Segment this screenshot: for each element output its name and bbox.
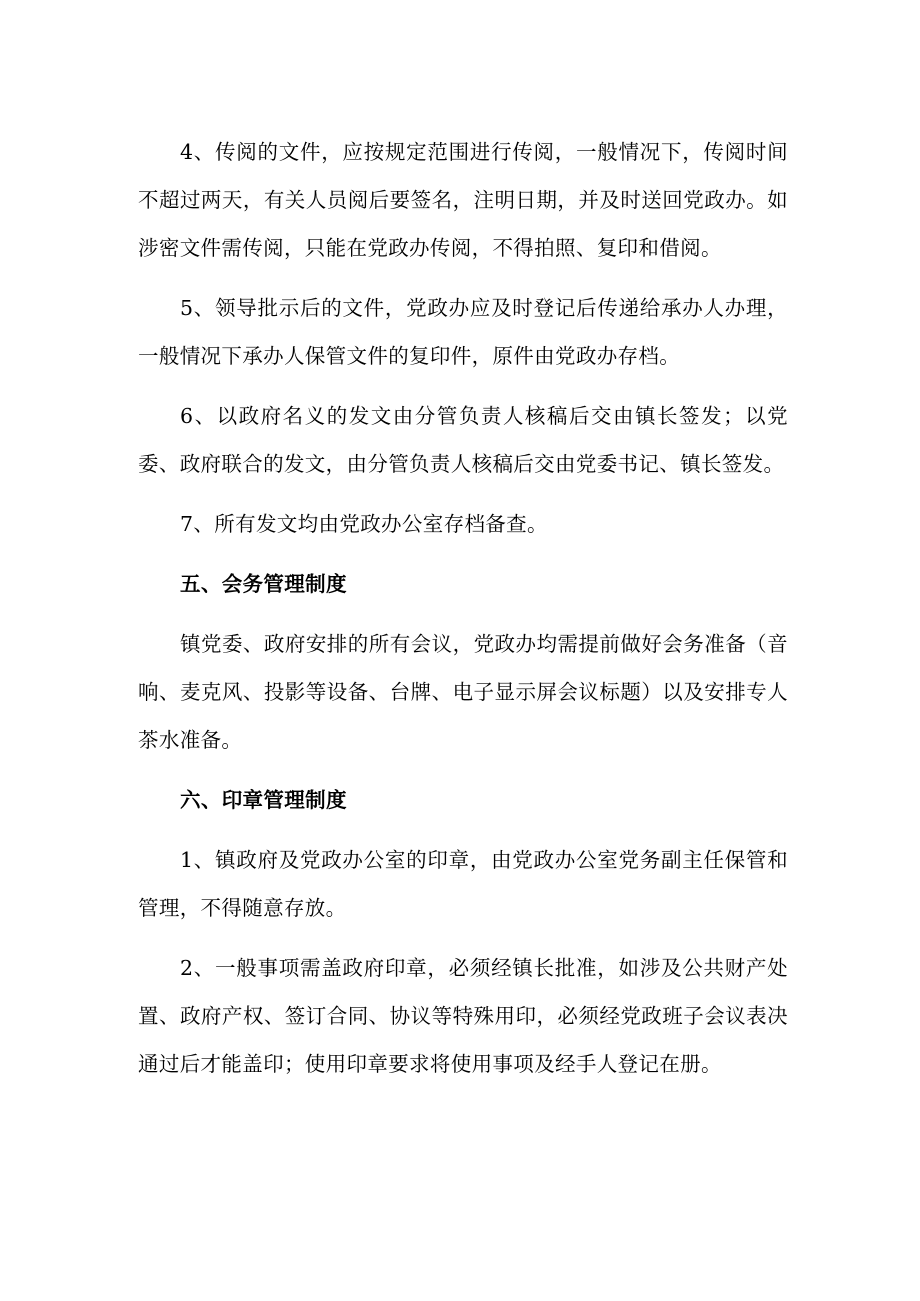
paragraph-seal-custody: 1、镇政府及党政办公室的印章，由党政办公室党务副主任保管和管理，不得随意存放。 <box>138 848 788 920</box>
section-heading-seal-management: 六、印章管理制度 <box>180 788 347 812</box>
paragraph-meeting-preparation: 镇党委、政府安排的所有会议，党政办均需提前做好会务准备（音响、麦克风、投影等设备、台牌、电子显示屏会议标题）以及安排专人茶水准备。 <box>138 632 788 752</box>
paragraph-archiving: 7、所有发文均由党政办公室存档备查。 <box>180 512 548 536</box>
paragraph-leader-instructions: 5、领导批示后的文件，党政办应及时登记后传递给承办人办理，一般情况下承办人保管文件的复印件，原件由党政办存档。 <box>138 296 788 368</box>
section-heading-meeting-management: 五、会务管理制度 <box>180 572 347 596</box>
paragraph-seal-usage: 2、一般事项需盖政府印章，必须经镇长批准，如涉及公共财产处置、政府产权、签订合同、协议等特殊用印，必须经党政班子会议表决通过后才能盖印；使用印章要求将使用事项及经手人登记在册。 <box>138 956 788 1076</box>
paragraph-file-circulation: 4、传阅的文件，应按规定范围进行传阅，一般情况下，传阅时间不超过两天，有关人员阅后要签名，注明日期，并及时送回党政办。如涉密文件需传阅，只能在党政办传阅，不得拍照、复印和借阅。 <box>138 140 788 260</box>
document-page <box>138 128 788 1100</box>
paragraph-document-issuance: 6、以政府名义的发文由分管负责人核稿后交由镇长签发；以党委、政府联合的发文，由分管负责人核稿后交由党委书记、镇长签发。 <box>138 404 788 476</box>
